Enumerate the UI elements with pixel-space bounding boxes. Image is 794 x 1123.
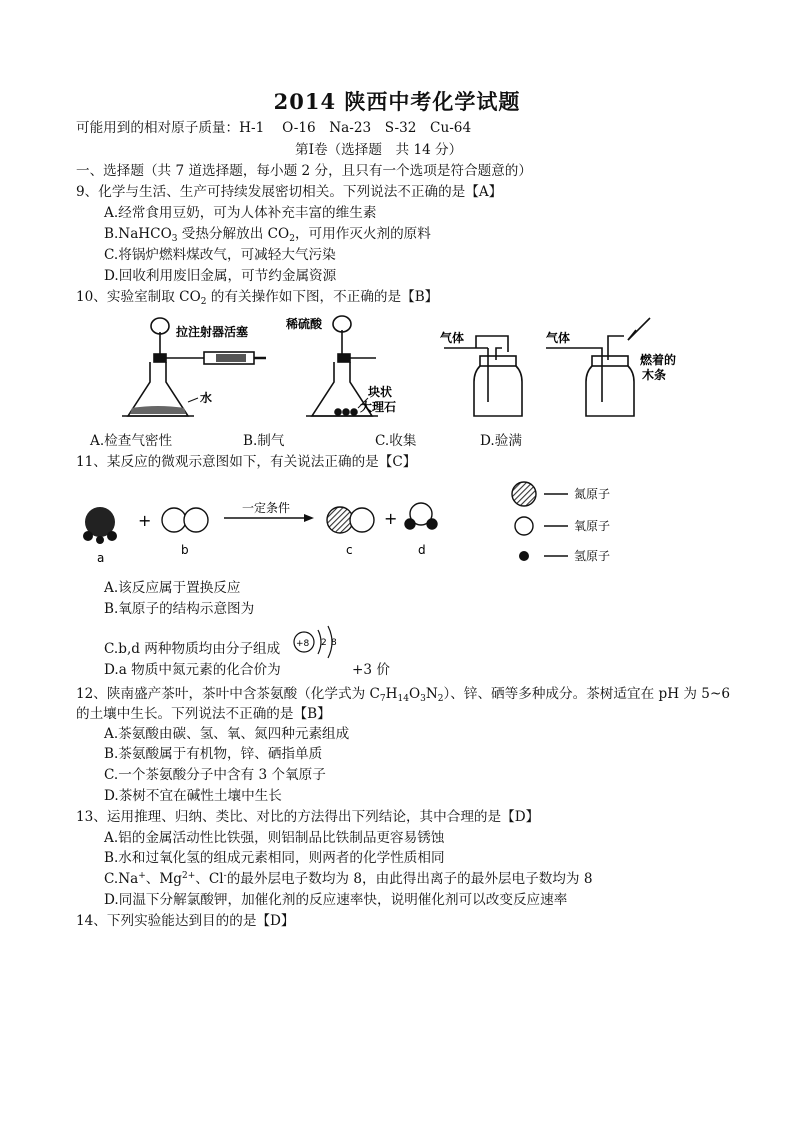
condition-label: 一定条件 — [242, 501, 291, 515]
water-label: 水 — [200, 391, 213, 405]
q12-f2: 14 — [397, 694, 409, 704]
plus-1: + — [138, 511, 152, 530]
q13-c-na-sup: + — [138, 871, 146, 881]
page-title: 2014 陕西中考化学试题 — [273, 89, 521, 114]
q10-stem-sub: 2 — [200, 297, 207, 307]
q13-option-b: B.水和过氧化氢的组成元素相同，则两者的化学性质相同 — [104, 850, 445, 866]
q12-stem-pre: 12、陕南盛产茶叶，茶叶中含茶氨酸（化学式为 C — [76, 686, 380, 702]
q11-reaction-figure — [76, 474, 636, 574]
legend-n-label: 氮原子 — [574, 487, 611, 501]
q12-option-b: B.茶氨酸属于有机物，锌、硒指单质 — [104, 746, 323, 762]
figure-c-collection — [444, 336, 522, 416]
q12-o: O — [408, 686, 421, 702]
q9-option-a: A.经常食用豆奶，可为人体补充丰富的维生素 — [104, 205, 377, 221]
q10-stem-post: 的有关操作如下图，不正确的是【B】 — [206, 289, 439, 305]
section1-header: 第Ⅰ卷（选择题 共 14 分） — [295, 142, 463, 158]
q9-option-d: D.回收利用废旧金属，可节约金属资源 — [104, 268, 337, 284]
q11-option-d-pre: D.a 物质中氮元素的化合价为 — [104, 662, 281, 678]
legend-o-label: 氧原子 — [574, 519, 611, 533]
q9-option-c: C.将锅炉燃料煤改气，可减轻大气污染 — [104, 247, 336, 263]
q12-f4: 2 — [437, 694, 444, 704]
q13-c-na: C.Na — [104, 871, 139, 887]
q14-stem: 14、下列实验能达到目的的是【D】 — [76, 913, 295, 929]
syringe-label: 拉注射器活塞 — [176, 325, 249, 339]
molecule-c — [327, 507, 374, 533]
q12-f1: 7 — [379, 694, 386, 704]
q10-caption-a: A.检查气密性 — [90, 433, 173, 449]
legend-nitrogen — [512, 482, 610, 506]
q13-c-cl-sup: - — [223, 871, 227, 881]
label-c: c — [346, 543, 353, 557]
molecule-b — [162, 508, 208, 532]
q13-option-a: A.铝的金属活动性比铁强，则铝制品比铁制品更容易锈蚀 — [104, 830, 445, 846]
q11-option-a: A.该反应属于置换反应 — [104, 580, 241, 596]
q12-h: H — [385, 686, 398, 702]
oxygen-atom-structure-diagram — [290, 622, 350, 664]
q9-b-sub: 3 — [171, 234, 178, 244]
q12-n: N — [425, 686, 438, 702]
q9-option-b — [104, 224, 431, 244]
q12-f3: 3 — [420, 694, 426, 704]
q10-caption-d: D.验满 — [480, 433, 522, 449]
legend-hydrogen — [519, 549, 610, 563]
q10-apparatus-figure — [76, 312, 676, 430]
plus-2: + — [384, 509, 398, 528]
q13-c-cl: 、Cl — [195, 871, 224, 887]
stick-label-1: 燃着的 — [640, 353, 676, 367]
label-a: a — [97, 551, 105, 565]
label-d: d — [418, 543, 426, 557]
q11-stem: 11、某反应的微观示意图如下，有关说法正确的是【C】 — [76, 454, 417, 470]
shell-2-electrons: 8 — [331, 638, 337, 648]
q9-b-mid: 受热分解放出 CO — [177, 226, 290, 242]
label-b: b — [181, 543, 189, 557]
stick-label-2: 木条 — [642, 368, 667, 382]
q12-stem — [76, 684, 730, 704]
q13-c-post: 的最外层电子数均为 8，由此得出离子的最外层电子数均为 8 — [226, 871, 593, 887]
q10-caption-b: B.制气 — [243, 433, 285, 449]
q12-stem-line2: 的土壤中生长。下列说法不正确的是【B】 — [76, 706, 331, 722]
q9-stem: 9、化学与生活、生产可持续发展密切相关。下列说法不正确的是【A】 — [76, 184, 503, 200]
q9-b-pre: B.NaHCO — [104, 226, 172, 242]
q11-option-c: C.b,d 两种物质均由分子组成 — [104, 641, 281, 657]
marble-label-1: 块状 — [368, 385, 393, 399]
q12-option-d: D.茶树不宜在碱性土壤中生长 — [104, 788, 282, 804]
q9-b-sub2: 2 — [289, 234, 295, 244]
section1-intro: 一、选择题（共 7 道选择题，每小题 2 分，且只有一个选项是符合题意的） — [76, 163, 532, 179]
q11-option-b: B.氧原子的结构示意图为 — [104, 601, 255, 617]
q11-option-d-post: +3 价 — [352, 662, 390, 678]
legend-h-label: 氢原子 — [574, 549, 611, 563]
q13-c-mg: 、Mg — [145, 871, 183, 887]
marble-label-2: 大理石 — [360, 400, 397, 414]
q13-c-mg-sup: 2+ — [182, 871, 196, 881]
acid-label: 稀硫酸 — [286, 317, 323, 331]
molecule-d — [405, 503, 437, 529]
q13-option-c — [104, 869, 592, 889]
nucleus-charge: +8 — [296, 639, 310, 649]
q12-option-a: A.茶氨酸由碳、氢、氧、氮四种元素组成 — [104, 726, 350, 742]
shell-1-electrons: 2 — [321, 638, 327, 648]
atomic-masses: 可能用到的相对原子质量：H-1 O-16 Na-23 S-32 Cu-64 — [76, 120, 472, 136]
legend-oxygen — [515, 517, 610, 535]
q10-caption-c: C.收集 — [375, 433, 417, 449]
gas-label-1: 气体 — [440, 331, 465, 345]
q10-stem-pre: 10、实验室制取 CO — [76, 289, 201, 305]
q9-b-post: ，可用作灭火剂的原料 — [294, 226, 431, 242]
q12-stem-post: ）、锌、硒等多种成分。茶树适宜在 pH 为 5~6 — [443, 686, 730, 702]
q13-stem: 13、运用推理、归纳、类比、对比的方法得出下列结论，其中合理的是【D】 — [76, 809, 540, 825]
gas-label-2: 气体 — [546, 331, 571, 345]
q10-stem — [76, 287, 438, 307]
q13-option-d: D.同温下分解氯酸钾，加催化剂的反应速率快，说明催化剂可以改变反应速率 — [104, 892, 568, 908]
q12-option-c: C.一个茶氨酸分子中含有 3 个氧原子 — [104, 767, 326, 783]
molecule-a — [83, 507, 117, 544]
